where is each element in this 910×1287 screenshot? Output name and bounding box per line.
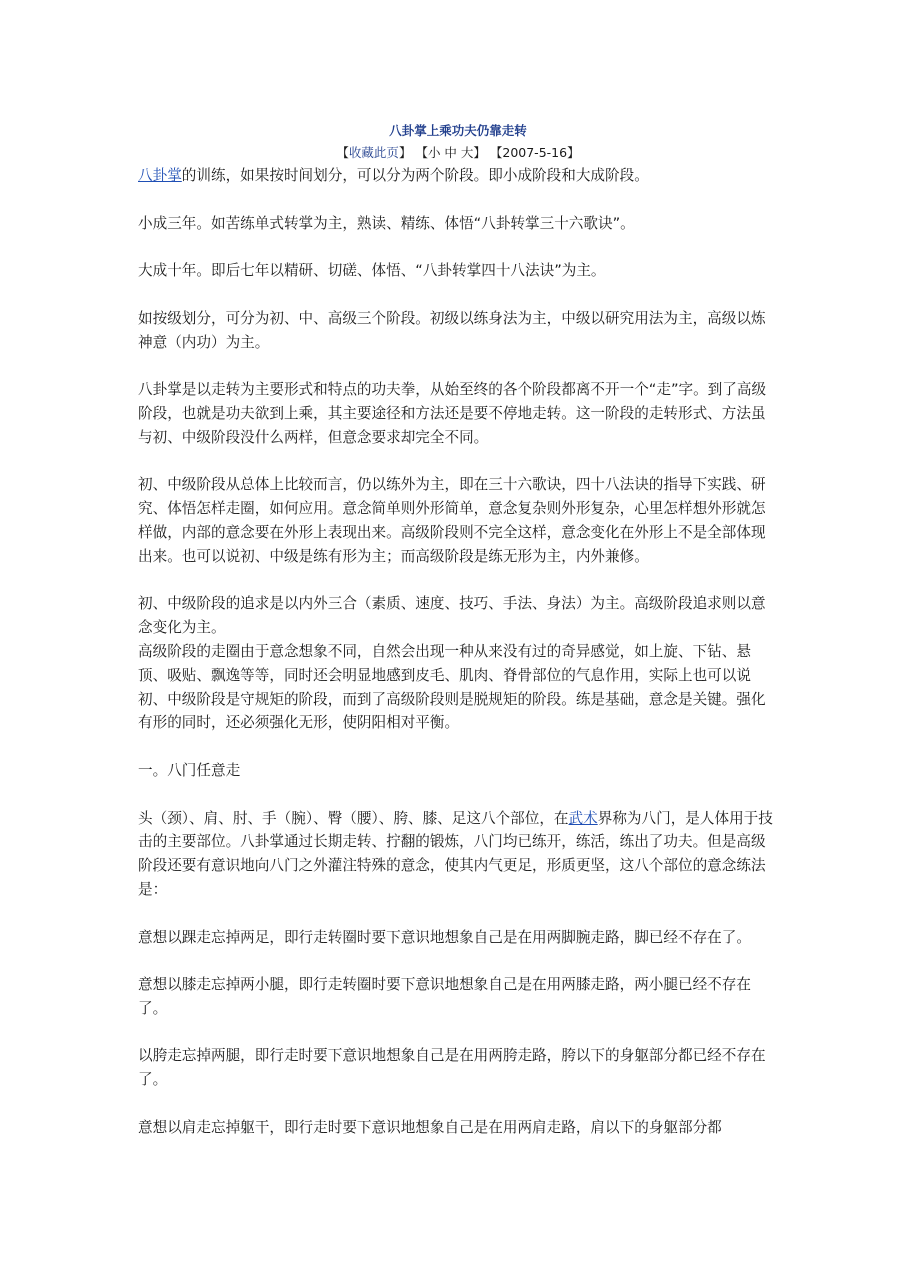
paragraph: 小成三年。如苦练单式转掌为主，熟读、精练、体悟“八卦转掌三十六歌诀”。 bbox=[138, 214, 635, 232]
paragraph-text: 界称为八门，是人体用于技击的主要部位。八卦掌通过长期走转、拧翻的锻炼，八门均已练开，练活，练出了功夫。但是高级阶段还要有意识地向八门之外灌注特殊的意念，使其内气更足，形质更坚，这八个部位的意念练法是： bbox=[138, 809, 773, 898]
paragraph: 高级阶段的走圈由于意念想象不同，自然会出现一种从来没有过的奇异感觉，如上旋、下钻、悬顶、吸贴、飘逸等等，同时还会明显地感到皮毛、肌肉、脊骨部位的气息作用，实际上也可以说初、中级阶段是守规矩的阶段，而到了高级阶段则是脱规矩的阶段。练是基础，意念是关键。强化有形的同时，还必须强化无形，使阴阳相对平衡。 bbox=[138, 642, 766, 732]
article bbox=[138, 120, 778, 1140]
paragraph: 意想以膝走忘掉两小腿，即行走转圈时要下意识地想象自己是在用两膝走路，两小腿已经不存在了。 bbox=[138, 976, 751, 1017]
baguazhang-link[interactable]: 八卦掌 bbox=[138, 167, 182, 184]
paragraph-text: 头（颈）、肩、肘、手（腕）、臀（腰）、胯、膝、足这八个部位，在 bbox=[138, 809, 569, 827]
article-meta bbox=[138, 142, 778, 164]
bookmark-link[interactable]: 收藏此页 bbox=[348, 145, 399, 160]
article-body bbox=[138, 164, 778, 1140]
bracket-close: 】 bbox=[398, 145, 412, 160]
article-title: 八卦掌上乘功夫仍靠走转 bbox=[389, 123, 527, 138]
paragraph: 初、中级阶段从总体上比较而言，仍以练外为主，即在三十六歌诀，四十八法诀的指导下实践、研究、体悟怎样走圈，如何应用。意念简单则外形简单，意念复杂则外形复杂，心里怎样想外形就怎样做，内部的意念要在外形上表现出来。高级阶段则不完全这样，意念变化在外形上不是全部体现出来。也可以说初、中级是练有形为主；而高级阶段是练无形为主，内外兼修。 bbox=[138, 476, 766, 565]
paragraph: 以胯走忘掉两腿，即行走时要下意识地想象自己是在用两胯走路，胯以下的身躯部分都已经不存在了。 bbox=[138, 1047, 766, 1089]
wushu-link[interactable]: 武术 bbox=[568, 809, 598, 827]
font-size-selector[interactable]: 【小 中 大】 bbox=[415, 145, 486, 160]
paragraph: 八卦掌是以走转为主要形式和特点的功夫拳，从始至终的各个阶段都离不开一个“走”字。到了高级阶段，也就是功夫欲到上乘，其主要途径和方法还是要不停地走转。这一阶段的走转形式、方法虽与初、中级阶段没什么两样，但意念要求却完全不同。 bbox=[138, 381, 767, 446]
paragraph: 大成十年。即后七年以精研、切磋、体悟、“八卦转掌四十八法诀”为主。 bbox=[138, 262, 606, 280]
bracket-open: 【 bbox=[336, 145, 349, 160]
paragraph-text: 的训练，如果按时间划分，可以分为两个阶段。即小成阶段和大成阶段。 bbox=[181, 167, 649, 184]
section-heading: 一。八门任意走 bbox=[138, 761, 241, 779]
paragraph bbox=[138, 807, 778, 902]
paragraph bbox=[138, 164, 778, 188]
paragraph: 如按级划分，可分为初、中、高级三个阶段。初级以练身法为主，中级以研究用法为主，高级以炼神意（内功）为主。 bbox=[138, 309, 766, 351]
paragraph: 意想以踝走忘掉两足，即行走转圈时要下意识地想象自己是在用两脚腕走路，脚已经不存在了。 bbox=[138, 928, 751, 946]
publish-date: 【2007-5-16】 bbox=[489, 145, 580, 160]
paragraph: 意想以肩走忘掉躯干，即行走时要下意识地想象自己是在用两肩走路，肩以下的身躯部分都 bbox=[138, 1118, 722, 1136]
paragraph: 初、中级阶段的追求是以内外三合（素质、速度、技巧、手法、身法）为主。高级阶段追求则以意念变化为主。 bbox=[138, 595, 766, 637]
